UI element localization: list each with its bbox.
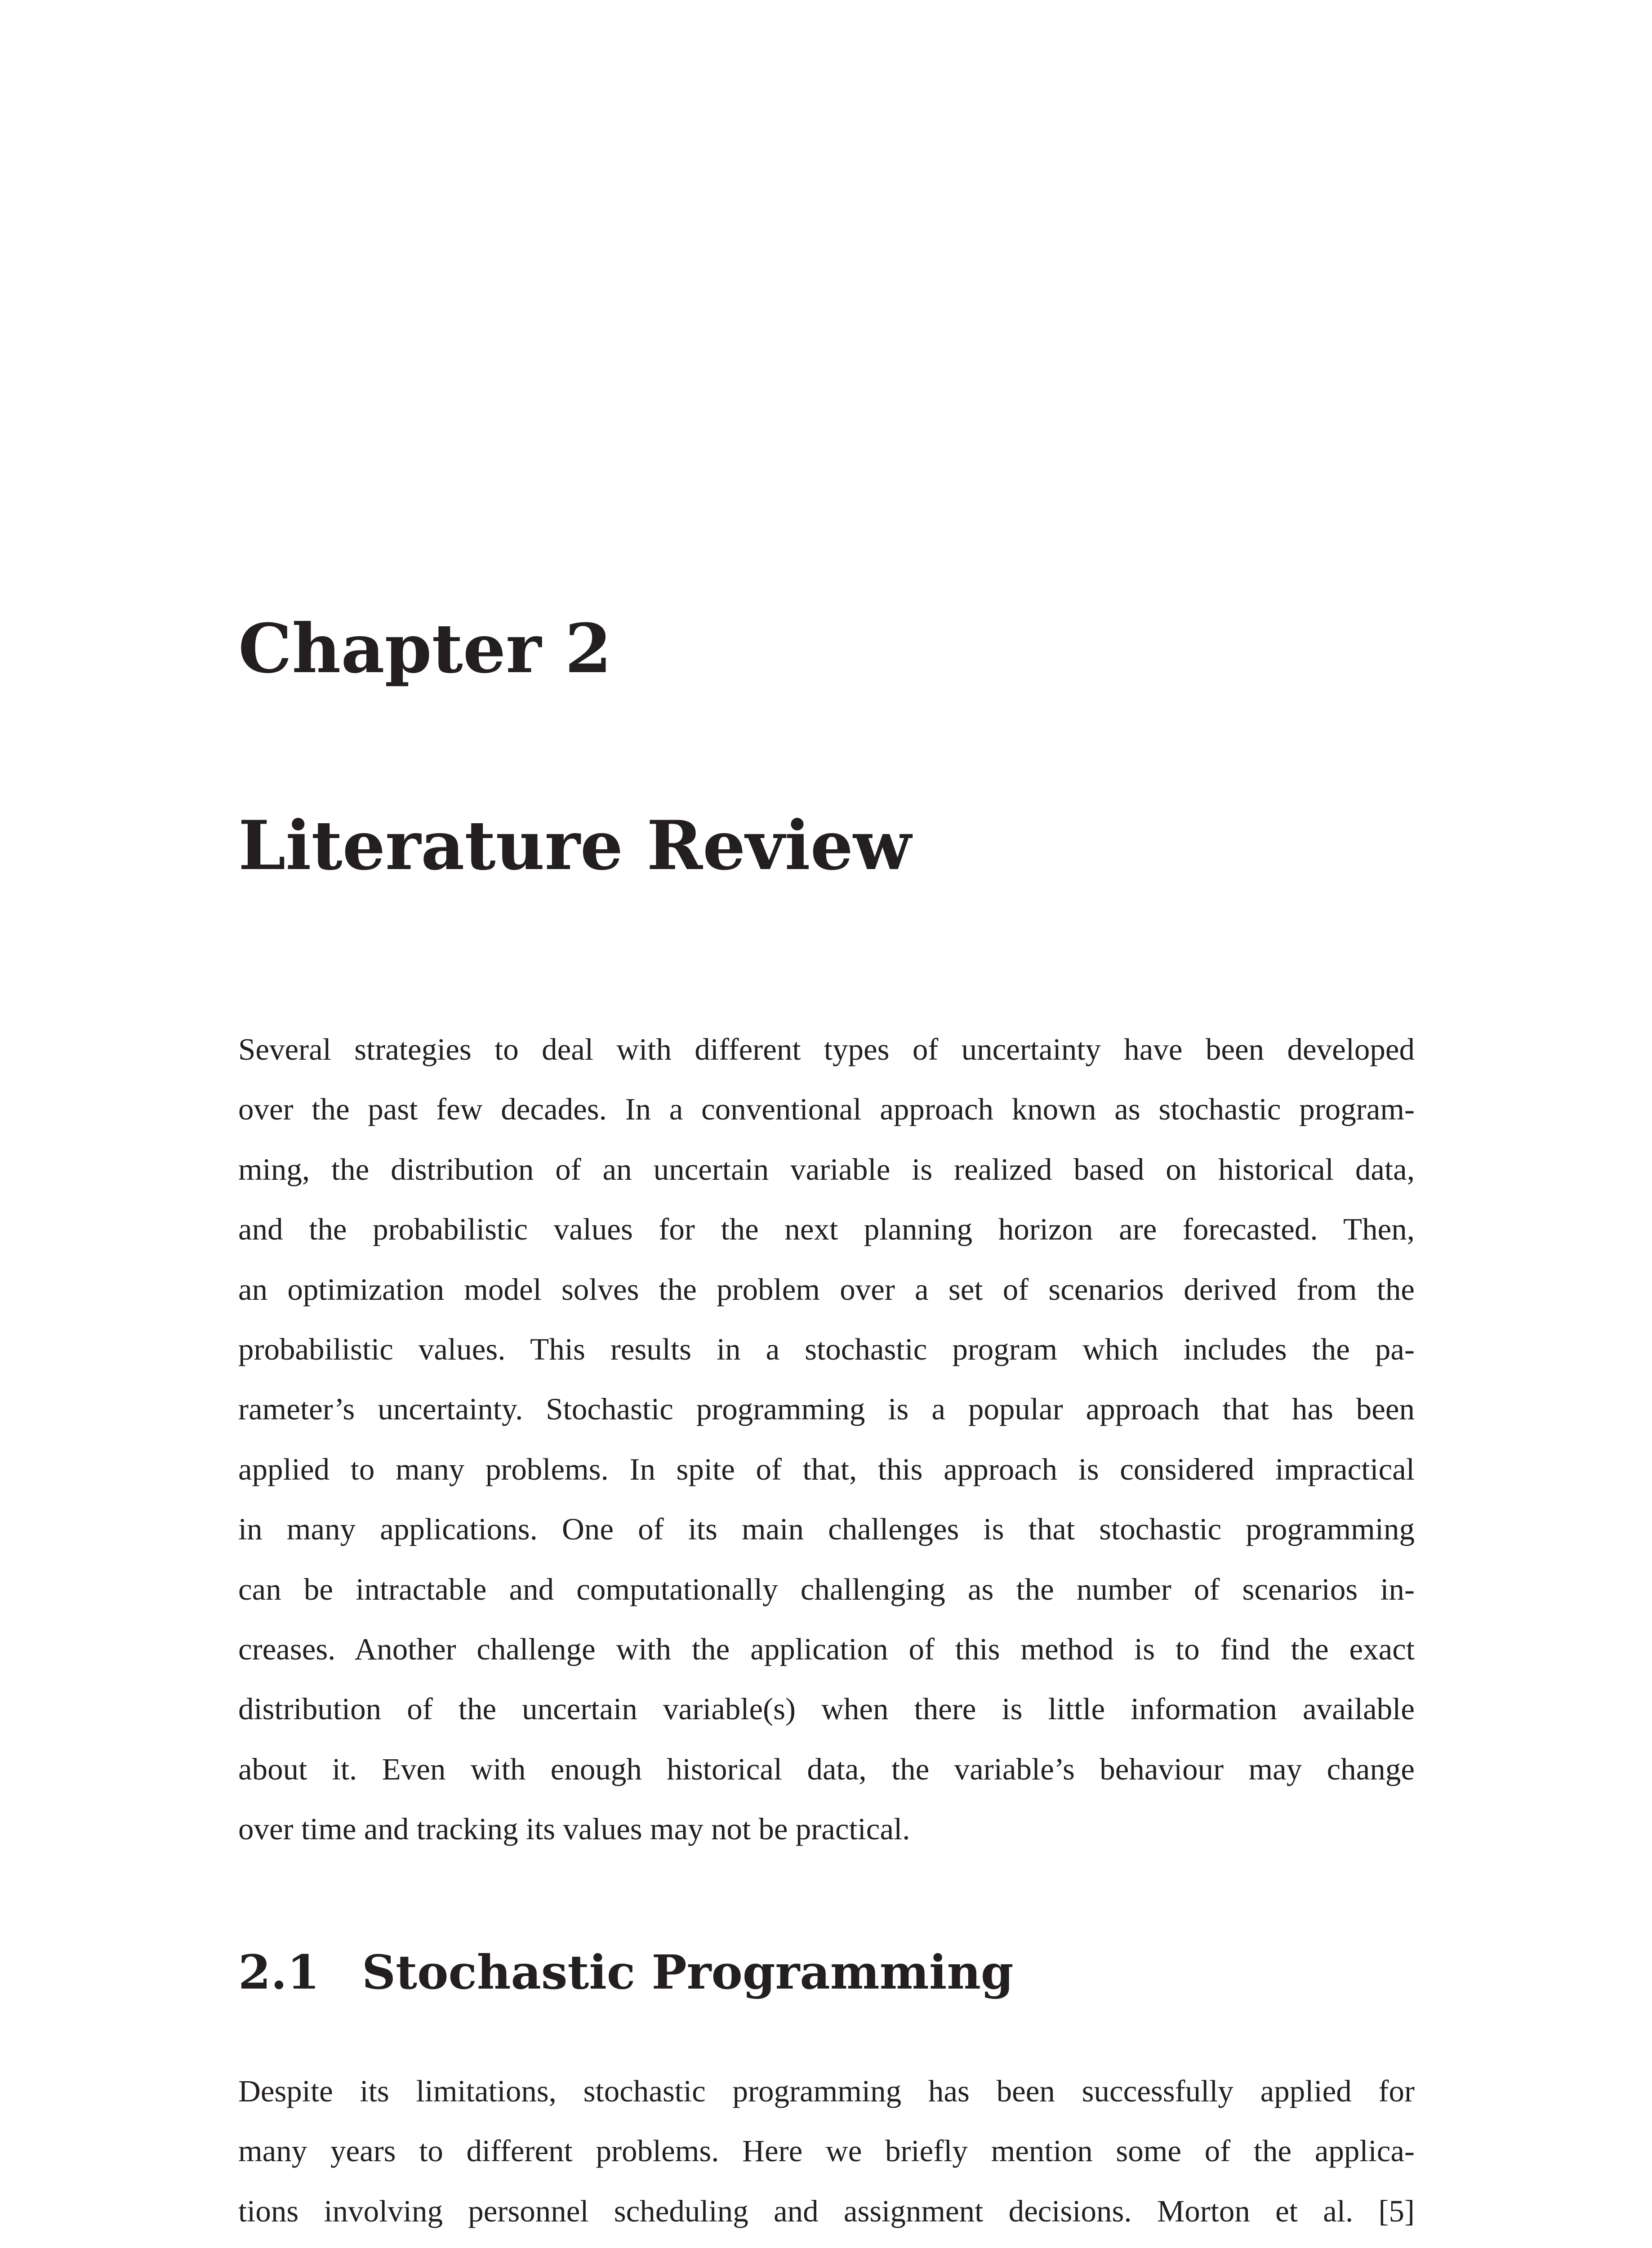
paragraph-line: Several strategies to deal with different types of uncertainty have been developed — [238, 1032, 1415, 1066]
section-heading — [238, 1945, 1014, 2000]
paragraph-line: over time and tracking its values may not be practical. — [238, 1812, 910, 1847]
paragraph-line: in many applications. One of its main challenges is that stochastic programming — [238, 1512, 1415, 1547]
section-title: Stochastic Programming — [362, 1945, 1014, 2000]
section-paragraph — [238, 2061, 1415, 2241]
paragraph-line: creases. Another challenge with the application of this method is to find the exact — [238, 1632, 1415, 1666]
paragraph-line: ming, the distribution of an uncertain variable is realized based on historical data, — [238, 1152, 1415, 1186]
chapter-title: Literature Review — [238, 806, 912, 885]
paragraph-line: rameter’s uncertainty. Stochastic programming is a popular approach that has been — [238, 1392, 1415, 1427]
section-number: 2.1 — [238, 1945, 320, 2000]
intro-paragraph — [238, 1020, 1415, 1859]
paragraph-line: distribution of the uncertain variable(s) when there is little information available — [238, 1692, 1415, 1726]
paragraph-line: Despite its limitations, stochastic programming has been successfully applied for — [238, 2074, 1415, 2108]
paragraph-line: applied to many problems. In spite of that, this approach is considered impractical — [238, 1452, 1415, 1486]
paragraph-line: tions involving personnel scheduling and assignment decisions. Morton et al. [5] — [238, 2194, 1415, 2228]
chapter-label: Chapter 2 — [238, 609, 612, 688]
paragraph-line: over the past few decades. In a conventional approach known as stochastic program- — [238, 1092, 1415, 1127]
paragraph-line: about it. Even with enough historical data, the variable’s behaviour may change — [238, 1752, 1415, 1786]
paragraph-line: probabilistic values. This results in a stochastic program which includes the pa- — [238, 1332, 1415, 1366]
paragraph-line: and the probabilistic values for the next planning horizon are forecasted. Then, — [238, 1212, 1415, 1247]
paragraph-line: an optimization model solves the problem over a set of scenarios derived from the — [238, 1272, 1415, 1307]
paragraph-line: many years to different problems. Here we briefly mention some of the applica- — [238, 2134, 1415, 2168]
paragraph-line: can be intractable and computationally challenging as the number of scenarios in- — [238, 1572, 1415, 1606]
